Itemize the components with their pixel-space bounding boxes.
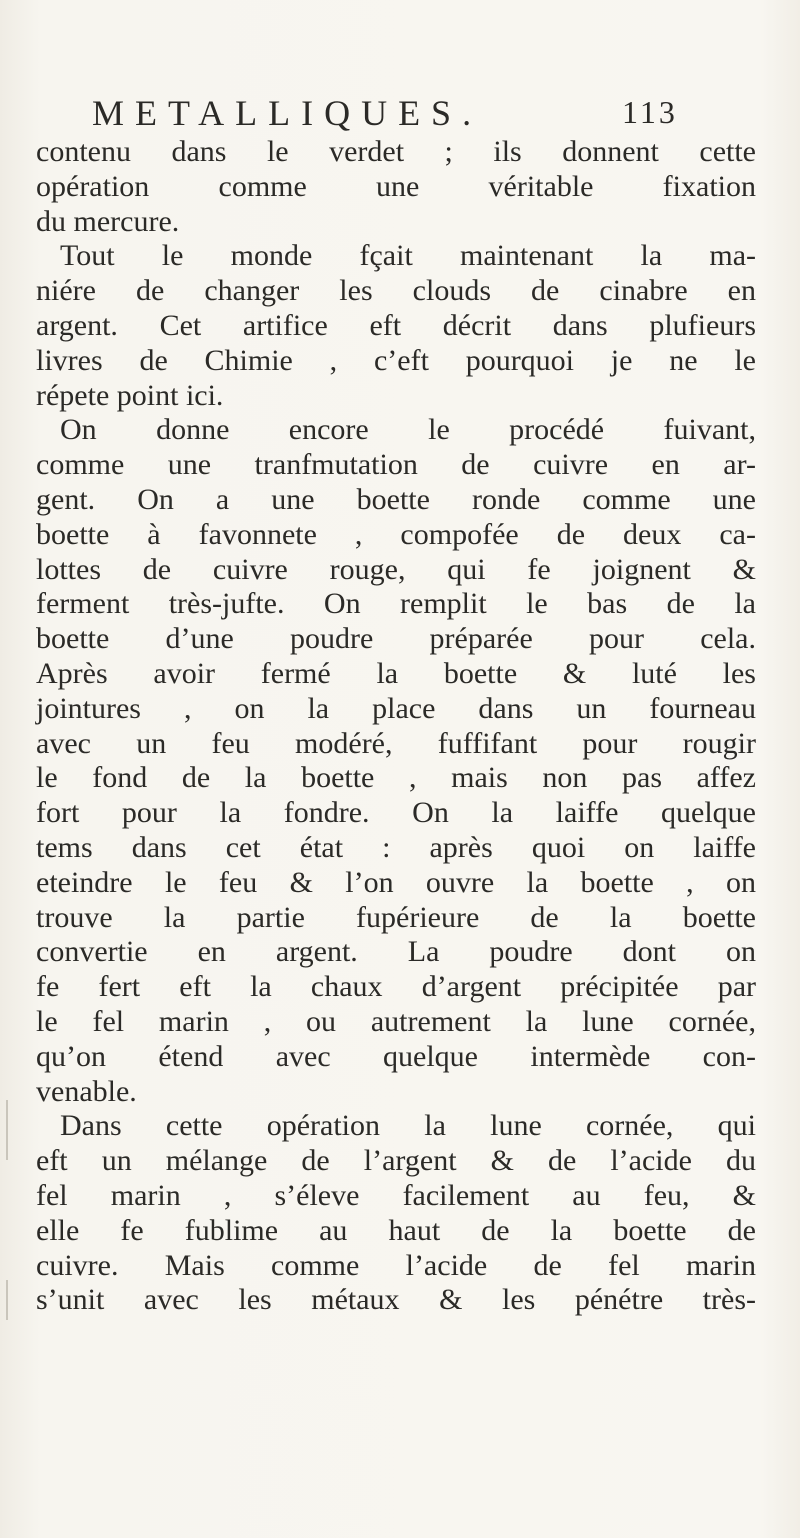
text-line: jointures , on la place dans un fourneau: [36, 691, 756, 725]
text-line: comme une tranfmutation de cuivre en ar-: [36, 448, 756, 482]
text-line: contenu dans le verdet ; ils donnent cette: [36, 135, 756, 168]
text-line: livres de Chimie , c’eft pourquoi je ne le: [36, 343, 756, 377]
text-line: convertie en argent. La poudre dont on: [36, 935, 756, 969]
text-line: gent. On a une boette ronde comme une: [36, 482, 756, 516]
text-line: le fel marin , ou autrement la lune cornée,: [36, 1004, 756, 1038]
text-line: opération comme une véritable fixation: [36, 169, 756, 203]
text-line: fel marin , s’éleve facilement au feu, &: [36, 1178, 756, 1212]
text-line: ferment très-jufte. On remplit le bas de la: [36, 587, 756, 621]
text-line: boette d’une poudre préparée pour cela.: [36, 622, 756, 656]
text-line: argent. Cet artifice eft décrit dans plufieurs: [36, 308, 756, 342]
page-number: 113: [622, 94, 678, 130]
text-line: venable.: [36, 1074, 137, 1108]
text-line: tems dans cet état : après quoi on laiffe: [36, 830, 756, 864]
text-line: fort pour la fondre. On la laiffe quelque: [36, 796, 756, 830]
text-line: du mercure.: [36, 204, 180, 238]
text-line: niére de changer les clouds de cinabre en: [36, 274, 756, 308]
text-line: eteindre le feu & l’on ouvre la boette , on: [36, 865, 756, 899]
text-line: avec un feu modéré, fuffifant pour rougir: [36, 726, 756, 760]
text-line: Tout le monde fçait maintenant la ma-: [60, 239, 756, 273]
margin-mark: [6, 1100, 8, 1160]
text-line: Après avoir fermé la boette & luté les: [36, 656, 756, 690]
text-line: cuivre. Mais comme l’acide de fel marin: [36, 1248, 756, 1282]
body-text: [36, 135, 756, 1318]
text-line: On donne encore le procédé fuivant,: [60, 413, 756, 447]
page-header: [92, 92, 732, 140]
text-line: répete point ici.: [36, 378, 224, 412]
text-line: trouve la partie fupérieure de la boette: [36, 900, 756, 934]
running-title: METALLIQUES.: [92, 93, 483, 133]
text-line: le fond de la boette , mais non pas affez: [36, 761, 756, 795]
text-line: lottes de cuivre rouge, qui fe joignent &: [36, 552, 756, 586]
text-line: eft un mélange de l’argent & de l’acide du: [36, 1144, 756, 1178]
text-line: fe fert eft la chaux d’argent précipitée par: [36, 970, 756, 1004]
text-line: qu’on étend avec quelque intermède con-: [36, 1039, 756, 1073]
text-line: s’unit avec les métaux & les pénétre très-: [36, 1283, 756, 1317]
text-line: elle fe fublime au haut de la boette de: [36, 1213, 756, 1247]
margin-mark: [6, 1280, 8, 1320]
text-line: boette à favonnete , compofée de deux ca-: [36, 517, 756, 551]
text-line: Dans cette opération la lune cornée, qui: [60, 1109, 756, 1143]
